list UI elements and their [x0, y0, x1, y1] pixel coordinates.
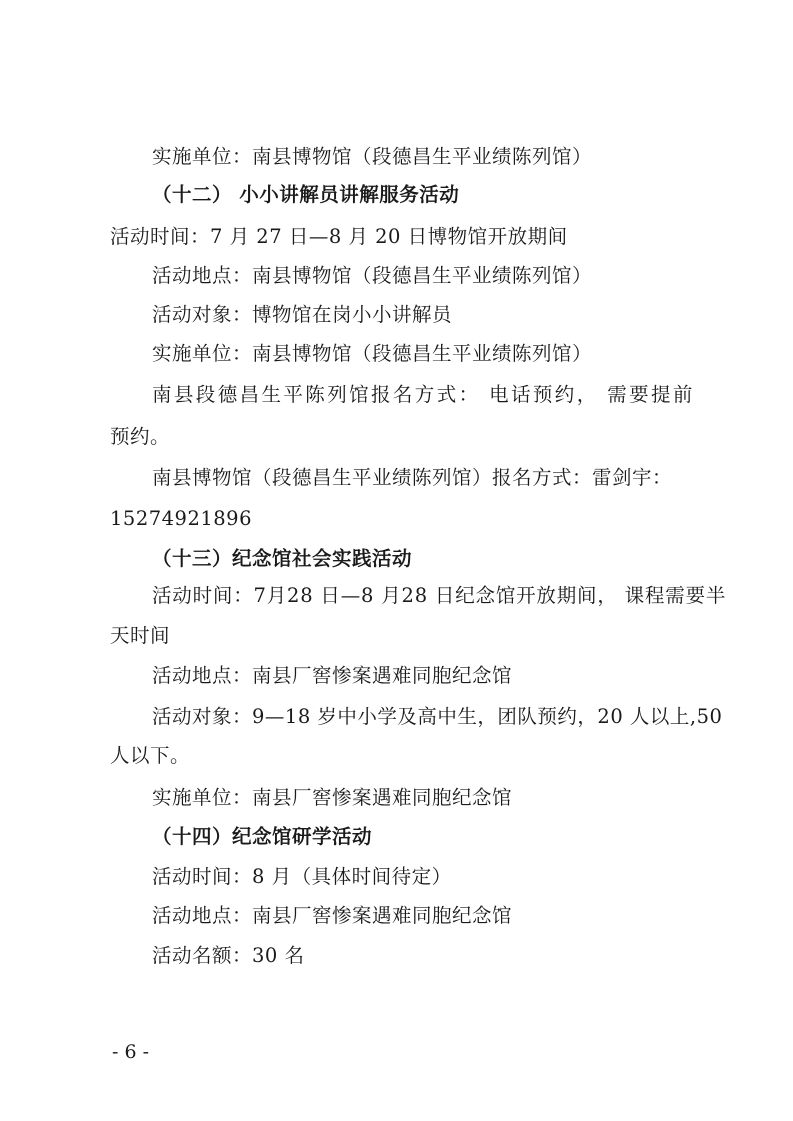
- registration-contact-line: 南县博物馆（段德昌生平业绩陈列馆）报名方式：雷剑宇：: [152, 466, 673, 489]
- activity-time-line: 活动时间：8 月（具体时间待定）: [152, 865, 452, 888]
- section-heading-13: （十三）纪念馆社会实践活动: [152, 547, 413, 570]
- implementing-unit-line: 实施单位：南县厂窖惨案遇难同胞纪念馆: [152, 786, 513, 809]
- registration-method-continuation: 预约。: [110, 425, 171, 448]
- section-heading-14: （十四）纪念馆研学活动: [152, 825, 373, 848]
- activity-location-line: 活动地点：南县厂窖惨案遇难同胞纪念馆: [152, 904, 513, 927]
- registration-method-line: 南县段德昌生平陈列馆报名方式： 电话预约， 需要提前: [152, 383, 695, 406]
- implementing-unit-line: 实施单位：南县博物馆（段德昌生平业绩陈列馆）: [152, 342, 593, 365]
- activity-target-line: 活动对象：9—18 岁中小学及高中生，团队预约，20 人以上,50: [152, 705, 723, 728]
- activity-time-line: 活动时间：7 月 27 日—8 月 20 日博物馆开放期间: [110, 225, 568, 248]
- activity-target-line: 活动对象：博物馆在岗小小讲解员: [152, 303, 453, 326]
- implementing-unit-line: 实施单位：南县博物馆（段德昌生平业绩陈列馆）: [152, 145, 593, 168]
- activity-time-continuation: 天时间: [110, 624, 171, 647]
- activity-quota-line: 活动名额：30 名: [152, 944, 305, 967]
- page-number: - 6 -: [112, 1041, 150, 1063]
- activity-target-continuation: 人以下。: [110, 744, 191, 767]
- section-heading-12: （十二） 小小讲解员讲解服务活动: [152, 183, 460, 206]
- activity-location-line: 活动地点：南县博物馆（段德昌生平业绩陈列馆）: [152, 264, 593, 287]
- activity-time-line: 活动时间：7月28 日—8 月28 日纪念馆开放期间， 课程需要半: [152, 584, 727, 607]
- phone-number: 15274921896: [110, 507, 252, 530]
- activity-location-line: 活动地点：南县厂窖惨案遇难同胞纪念馆: [152, 664, 513, 687]
